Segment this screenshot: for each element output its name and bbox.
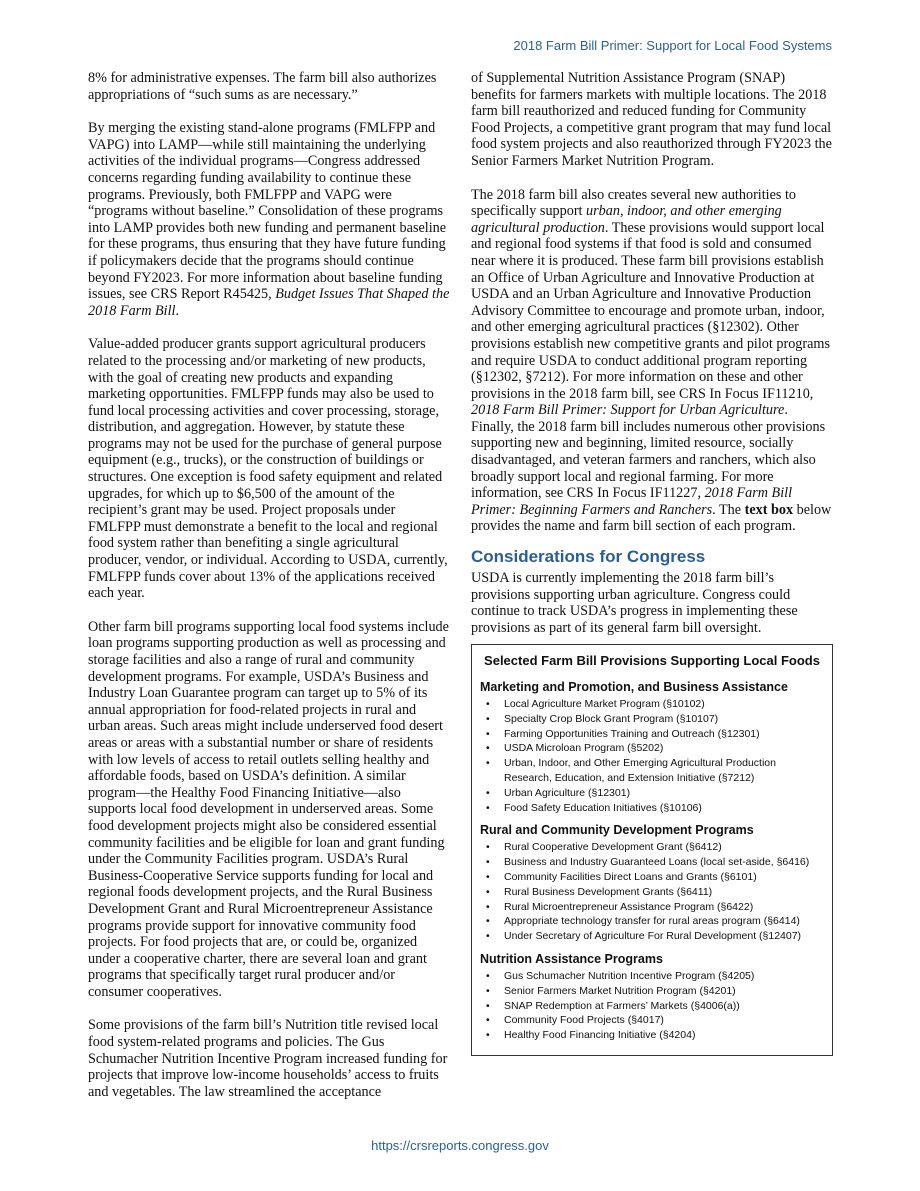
paragraph: USDA is currently implementing the 2018 farm bill’s provisions supporting urban agriculture. Congress could continue to track USDA’s progress in implementing these provisions as part of its general farm bill oversight. bbox=[471, 570, 798, 636]
report-title: 2018 Farm Bill Primer: Beginning Farmers and Ranchers bbox=[471, 485, 793, 518]
paragraph: Some provisions of the farm bill’s Nutrition title revised local food system-related programs and policies. The Gus Schumacher Nutrition Incentive Program increased funding for projects that improve low-income households’ access to fruits and vegetables. The law streamlined the acceptance bbox=[88, 1017, 448, 1100]
provision-list bbox=[480, 697, 824, 815]
list-item: • Senior Farmers Market Nutrition Program (§4201) bbox=[480, 984, 824, 999]
list-item: • Farming Opportunities Training and Outreach (§12301) bbox=[480, 727, 824, 742]
text-box-section-heading: Nutrition Assistance Programs bbox=[480, 951, 663, 966]
list-item: • Rural Cooperative Development Grant (§6412) bbox=[480, 840, 824, 855]
footer-url[interactable]: https://crsreports.congress.gov bbox=[371, 1138, 549, 1153]
left-column bbox=[88, 70, 450, 1100]
paragraph: The 2018 farm bill also creates several new authorities to specifically support urban, indoor, and other emerging agricultural production. These provisions would support local and regional food systems if that food is sold and consumed near where it is produced. These farm bill provisions establish an Office of Urban Agriculture and Innovative Production at USDA and an Urban Agriculture and Innovative Production Advisory Committee to encourage and promote urban, indoor, and other emerging agricultural practices (§12302). Other provisions establish new competitive grants and pilot programs and require USDA to conduct additional program reporting (§12302, §7212). For more information on these and other provisions in the 2018 farm bill, see CRS In Focus IF11210, 2018 Farm Bill Primer: Support for Urban Agriculture. Finally, the 2018 farm bill includes numerous other provisions supporting new and beginning, limited resource, socially disadvantaged, and veteran farmers and ranchers, which also broadly support local and regional farming. For more information, see CRS In Focus IF11227, 2018 Farm Bill Primer: Beginning Farmers and Ranchers. The text box below provides the name and farm bill section of each program. bbox=[471, 186, 832, 535]
list-item: • Business and Industry Guaranteed Loans (local set-aside, §6416) bbox=[480, 855, 824, 870]
list-item: • Local Agriculture Market Program (§10102) bbox=[480, 697, 824, 712]
list-item: • Urban Agriculture (§12301) bbox=[480, 786, 824, 801]
list-item: • Urban, Indoor, and Other Emerging Agricultural Production Research, Education, and Extension Initiative (§7212) bbox=[480, 756, 824, 786]
text-box-section-heading: Rural and Community Development Programs bbox=[480, 823, 754, 838]
text-box-section-heading: Marketing and Promotion, and Business Assistance bbox=[480, 680, 788, 694]
paragraph: of Supplemental Nutrition Assistance Program (SNAP) benefits for farmers markets with multiple locations. The 2018 farm bill reauthorized and reduced funding for Community Food Projects, a competitive grant program that may fund local food system projects and also reauthorized through FY2023 the Senior Farmers Market Nutrition Program. bbox=[471, 70, 832, 169]
report-title: 2018 Farm Bill Primer: Support for Urban Agriculture bbox=[471, 402, 785, 419]
running-header: 2018 Farm Bill Primer: Support for Local Food Systems bbox=[513, 38, 832, 53]
list-item: • Appropriate technology transfer for rural areas program (§6414) bbox=[480, 914, 824, 929]
paragraph: By merging the existing stand-alone programs (FMLFPP and VAPG) into LAMP—while still maintaining the underlying activities of the individual programs—Congress addressed concerns regarding funding availability to continue these programs. Previously, both FMLFPP and VAPG were “programs without baseline.” Consolidation of these programs into LAMP provides both new funding and permanent baseline for these programs, thus ensuring that they have future funding if policymakers decide that the programs should continue beyond FY2023. For more information about baseline funding issues, see CRS Report R45425, Budget Issues That Shaped the 2018 Farm Bill. bbox=[88, 120, 450, 319]
list-item: • SNAP Redemption at Farmers’ Markets (§4006(a)) bbox=[480, 999, 824, 1014]
list-item: • Specialty Crop Block Grant Program (§10107) bbox=[480, 712, 824, 727]
right-column bbox=[471, 70, 833, 1056]
provision-list bbox=[480, 840, 824, 944]
paragraph: Other farm bill programs supporting local food systems include loan programs supporting production as well as processing and storage facilities and also a range of rural and community development programs. For example, USDA’s Business and Industry Loan Guarantee program can target up to 5% of its annual appropriation for food-related projects in rural and urban areas. Such areas might include underserved food desert areas or areas with a substantial number or share of residents with low levels of access to retail outlets selling healthy and affordable foods, based on USDA’s definition. A similar program—the Healthy Food Financing Initiative—also supports local food development in underserved areas. Some food development projects might also be considered essential community facilities and be eligible for loan and grant funding under the Community Facilities program. USDA’s Rural Business-Cooperative Service supports funding for local and regional foods development projects, and the Rural Business Development Grant and Rural Microentrepreneur Assistance programs provide support for innovative community food projects. For food projects that are, or could be, organized under a cooperative charter, there are several loan and grant programs that specifically target rural producer and/or consumer cooperatives. bbox=[88, 618, 449, 1000]
paragraph: Value-added producer grants support agricultural producers related to the processing and/or marketing of new products, with the goal of creating new products and expanding marketing opportunities. FMLFPP funds may also be used to fund local processing activities and cover processing, storage, distribution, and aggregation. However, by statute these programs may not be used for the purchase of general purpose equipment (e.g., trucks), or the construction of buildings or structures. One exception is food safety equipment and related upgrades, for which up to $6,500 of the amount of the recipient’s grant may be used. Project proposals under FMLFPP must demonstrate a benefit to the local and regional food system rather than benefiting a single agricultural producer, vendor, or individual. According to USDA, currently, FMLFPP funds cover about 13% of the applications received each year. bbox=[88, 336, 448, 602]
provision-list bbox=[480, 969, 824, 1043]
section-heading: Considerations for Congress bbox=[471, 547, 706, 567]
text-box bbox=[471, 644, 833, 1056]
list-item: • Rural Microentrepreneur Assistance Program (§6422) bbox=[480, 900, 824, 915]
paragraph: 8% for administrative expenses. The farm bill also authorizes appropriations of “such sums as are necessary.” bbox=[88, 70, 437, 103]
report-title: Budget Issues That Shaped the 2018 Farm Bill bbox=[88, 286, 450, 319]
list-item: • Community Food Projects (§4017) bbox=[480, 1013, 824, 1028]
list-item: • Community Facilities Direct Loans and Grants (§6101) bbox=[480, 870, 824, 885]
list-item: • Under Secretary of Agriculture For Rural Development (§12407) bbox=[480, 929, 824, 944]
text-box-title: Selected Farm Bill Provisions Supporting Local Foods bbox=[484, 653, 820, 669]
text-box-sections bbox=[480, 680, 824, 1043]
list-item: • Food Safety Education Initiatives (§10106) bbox=[480, 801, 824, 816]
list-item: • Gus Schumacher Nutrition Incentive Program (§4205) bbox=[480, 969, 824, 984]
list-item: • USDA Microloan Program (§5202) bbox=[480, 741, 824, 756]
list-item: • Rural Business Development Grants (§6411) bbox=[480, 885, 824, 900]
list-item: • Healthy Food Financing Initiative (§4204) bbox=[480, 1028, 824, 1043]
